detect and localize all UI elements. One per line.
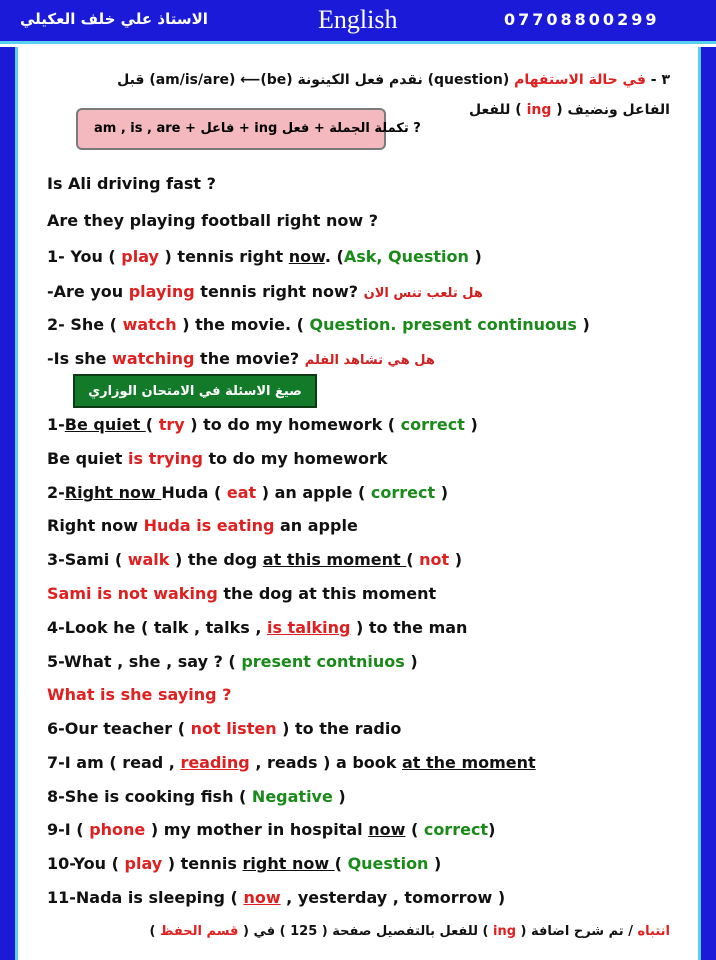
answer-5: What is she saying ? bbox=[47, 685, 232, 704]
subject-title: English bbox=[318, 5, 398, 34]
question-5: 5-What , she , say ? ( present contniuos ) bbox=[47, 652, 418, 671]
question-9: 9-I ( phone ) my mother in hospital now ( correct) bbox=[47, 820, 496, 839]
answer-2: Right now Huda is eating an apple bbox=[47, 516, 358, 535]
question-8: 8-She is cooking fish ( Negative ) bbox=[47, 787, 346, 806]
example-line-6: -Is she watching the movie? هل هي تشاهد الفلم bbox=[47, 349, 435, 368]
question-6: 6-Our teacher ( not listen ) to the radio bbox=[47, 719, 402, 738]
right-frame-border bbox=[698, 47, 716, 960]
question-3: 3-Sami ( walk ) the dog at this moment ( not ) bbox=[47, 550, 463, 569]
example-line-4: -Are you playing tennis right now? هل تلعب تنس الان bbox=[47, 282, 483, 301]
example-line-2: Are they playing football right now ? bbox=[47, 211, 378, 230]
header-bar bbox=[0, 0, 716, 44]
answer-3: Sami is not waking the dog at this moment bbox=[47, 584, 437, 603]
arrow-left-icon: ⟵ bbox=[240, 72, 261, 88]
formula-box: am , is , are ? تكملة الجملة + فعل ing + فاعل + bbox=[76, 108, 386, 150]
example-line-3: 1- You ( play ) tennis right now. (Ask, Question ) bbox=[47, 247, 482, 266]
question-11: 11-Nada is sleeping ( now , yesterday , tomorrow ) bbox=[47, 888, 506, 907]
question-7: 7-I am ( read , reading , reads ) a book at the moment bbox=[47, 753, 536, 772]
question-2: 2-Right now Huda ( eat ) an apple ( correct ) bbox=[47, 483, 449, 502]
example-line-5: 2- She ( watch ) the movie. ( Question. present continuous ) bbox=[47, 315, 590, 334]
question-1: 1-Be quiet ( try ) to do my homework ( correct ) bbox=[47, 415, 478, 434]
phone-number: 07708800299 bbox=[504, 10, 660, 29]
rule-line-2: الفاعل ونضيف ( ing ) للفعل bbox=[468, 102, 670, 118]
answer-1: Be quiet is trying to do my homework bbox=[47, 449, 388, 468]
teacher-name: الاستاذ علي خلف العكيلي bbox=[20, 10, 208, 28]
rule-line-1: ٣ - في حالة الاستفهام (question) نقدم فعل الكينونة (be)⟵ (am/is/are) قبل bbox=[117, 72, 670, 88]
example-line-1: Is Ali driving fast ? bbox=[47, 174, 216, 193]
attention-note: انتباه / تم شرح اضافة ( ing ) للفعل بالتفصيل صفحة ( 125 ) في ( قسم الحفظ ) bbox=[149, 924, 670, 939]
exam-questions-title: صيغ الاسئلة في الامتحان الوزاري bbox=[73, 374, 317, 408]
question-10: 10-You ( play ) tennis right now ( Question ) bbox=[47, 854, 442, 873]
question-4: 4-Look he ( talk , talks , is talking ) to the man bbox=[47, 618, 468, 637]
left-frame-border bbox=[0, 47, 18, 960]
